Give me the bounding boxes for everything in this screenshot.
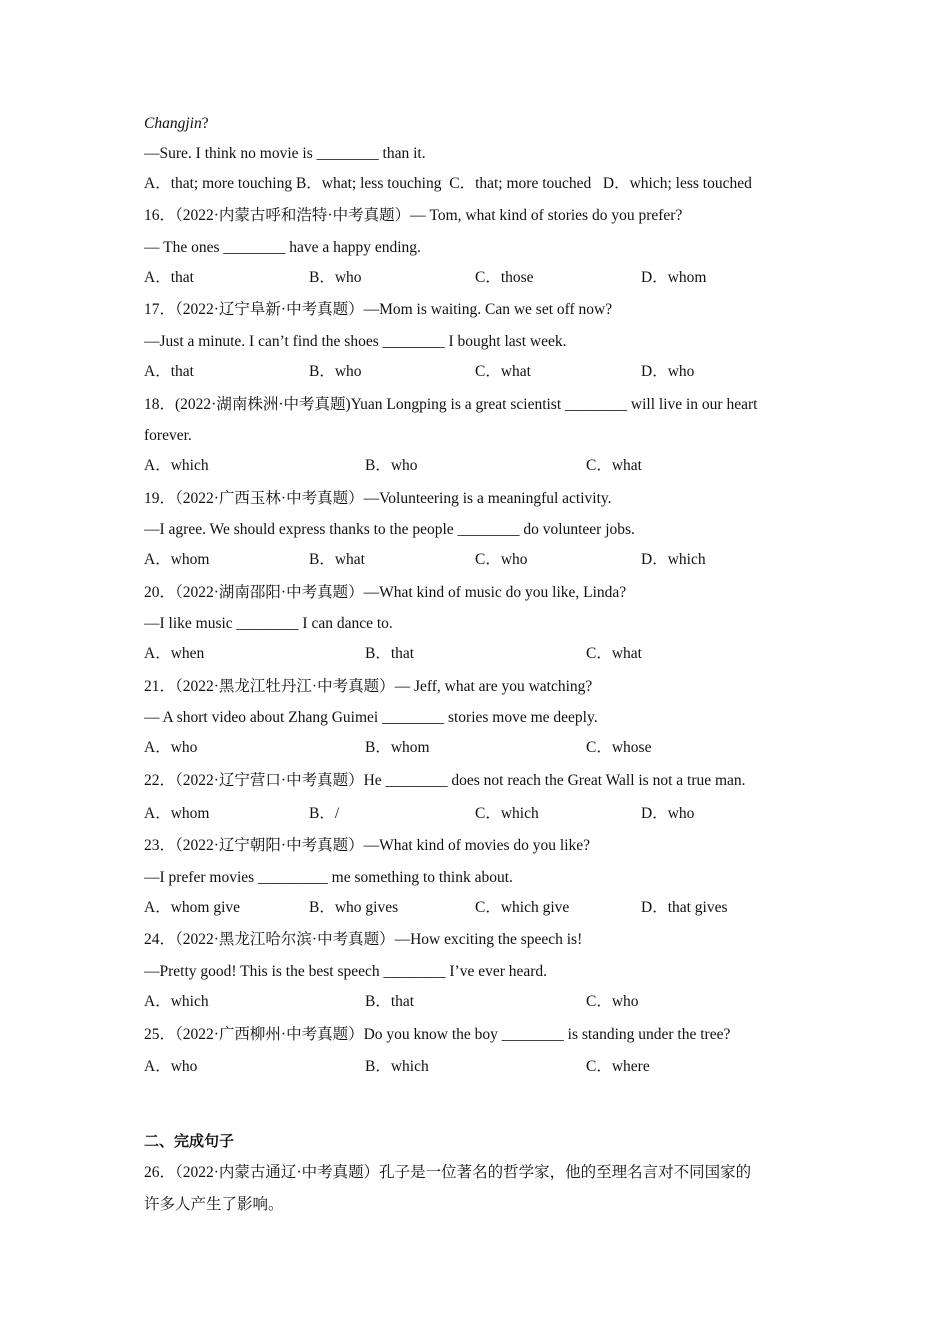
option-c: C．whose [586,739,652,756]
option-d: D．whom [641,269,707,286]
question-stem: 21．（2022·黑龙江牡丹江·中考真题）— Jeff, what are you watching? [144,678,593,695]
question-mark: ? [201,115,209,132]
question-stem: 26．（2022·内蒙古通辽·中考真题）孔子是一位著名的哲学家，他的至理名言对不同国家的 [144,1164,752,1181]
question-line: — A short video about Zhang Guimei ________ stories move me deeply. [144,709,598,726]
movie-title: Changjin [144,115,202,132]
option-b: B．which [365,1058,429,1075]
option-b: B．who [309,363,362,380]
option-c: C．who [475,551,528,568]
option-b: B．who [309,269,362,286]
question-15-options: A．that; more touching B．what; less touching C．that; more touched D．which; less touched [144,175,752,192]
option-c: C．those [475,269,534,286]
option-a: A．which [144,457,209,474]
question-line: —I like music ________ I can dance to. [144,615,393,632]
option-c: C．what [586,645,642,662]
option-b: B．whom [365,739,430,756]
question-stem: 18．(2022·湖南株洲·中考真题)Yuan Longping is a great scientist ________ will live in our heart [144,396,758,413]
option-c: C．which [475,805,539,822]
option-d: D．who [641,805,695,822]
option-c: C．where [586,1058,650,1075]
option-b: B．/ [309,805,340,822]
question-line: —I agree. We should express thanks to the people ________ do volunteer jobs. [144,521,635,538]
question-line: 许多人产生了影响。 [144,1196,284,1213]
question-stem: 17．（2022·辽宁阜新·中考真题）—Mom is waiting. Can we set off now? [144,301,613,318]
option-a: A．whom [144,551,210,568]
question-line: — The ones ________ have a happy ending. [144,239,421,256]
question-stem: 19．（2022·广西玉林·中考真题）—Volunteering is a meaningful activity. [144,490,612,507]
option-a: A．who [144,739,198,756]
option-b: B．who [365,457,418,474]
option-a: A．whom give [144,899,241,916]
option-d: D．which [641,551,706,568]
option-b: B．that [365,645,415,662]
option-a: A．when [144,645,205,662]
question-stem: 22．（2022·辽宁营口·中考真题）He ________ does not reach the Great Wall is not a true man. [144,772,746,789]
option-a: A．that [144,269,194,286]
option-d: D．that gives [641,899,728,916]
option-a: A．that [144,363,194,380]
option-a: A．whom [144,805,210,822]
option-b: B．that [365,993,415,1010]
option-b: B．who gives [309,899,399,916]
option-a: A．who [144,1058,198,1075]
option-d: D．who [641,363,695,380]
option-c: C．which give [475,899,570,916]
question-stem: 25．（2022·广西柳州·中考真题）Do you know the boy ________ is standing under the tree? [144,1026,731,1043]
question-line: —Pretty good! This is the best speech ________ I’ve ever heard. [144,963,548,980]
question-line: —Just a minute. I can’t find the shoes ________ I bought last week. [144,333,567,350]
question-stem: 24．（2022·黑龙江哈尔滨·中考真题）—How exciting the speech is! [144,931,583,948]
question-stem: 16．（2022·内蒙古呼和浩特·中考真题）— Tom, what kind of stories do you prefer? [144,207,683,224]
option-c: C．what [586,457,642,474]
question-line: —I prefer movies _________ me something to think about. [144,869,513,886]
option-a: A．which [144,993,209,1010]
option-b: B．what [309,551,365,568]
question-15-continued-line [144,114,209,134]
question-stem: 20．（2022·湖南邵阳·中考真题）—What kind of music do you like, Linda? [144,584,627,601]
question-line: forever. [144,427,192,444]
question-15-answer-line: —Sure. I think no movie is ________ than it. [144,145,426,162]
option-c: C．what [475,363,531,380]
option-c: C．who [586,993,639,1010]
question-stem: 23．（2022·辽宁朝阳·中考真题）—What kind of movies do you like? [144,837,591,854]
section-heading: 二、完成句子 [144,1132,235,1150]
